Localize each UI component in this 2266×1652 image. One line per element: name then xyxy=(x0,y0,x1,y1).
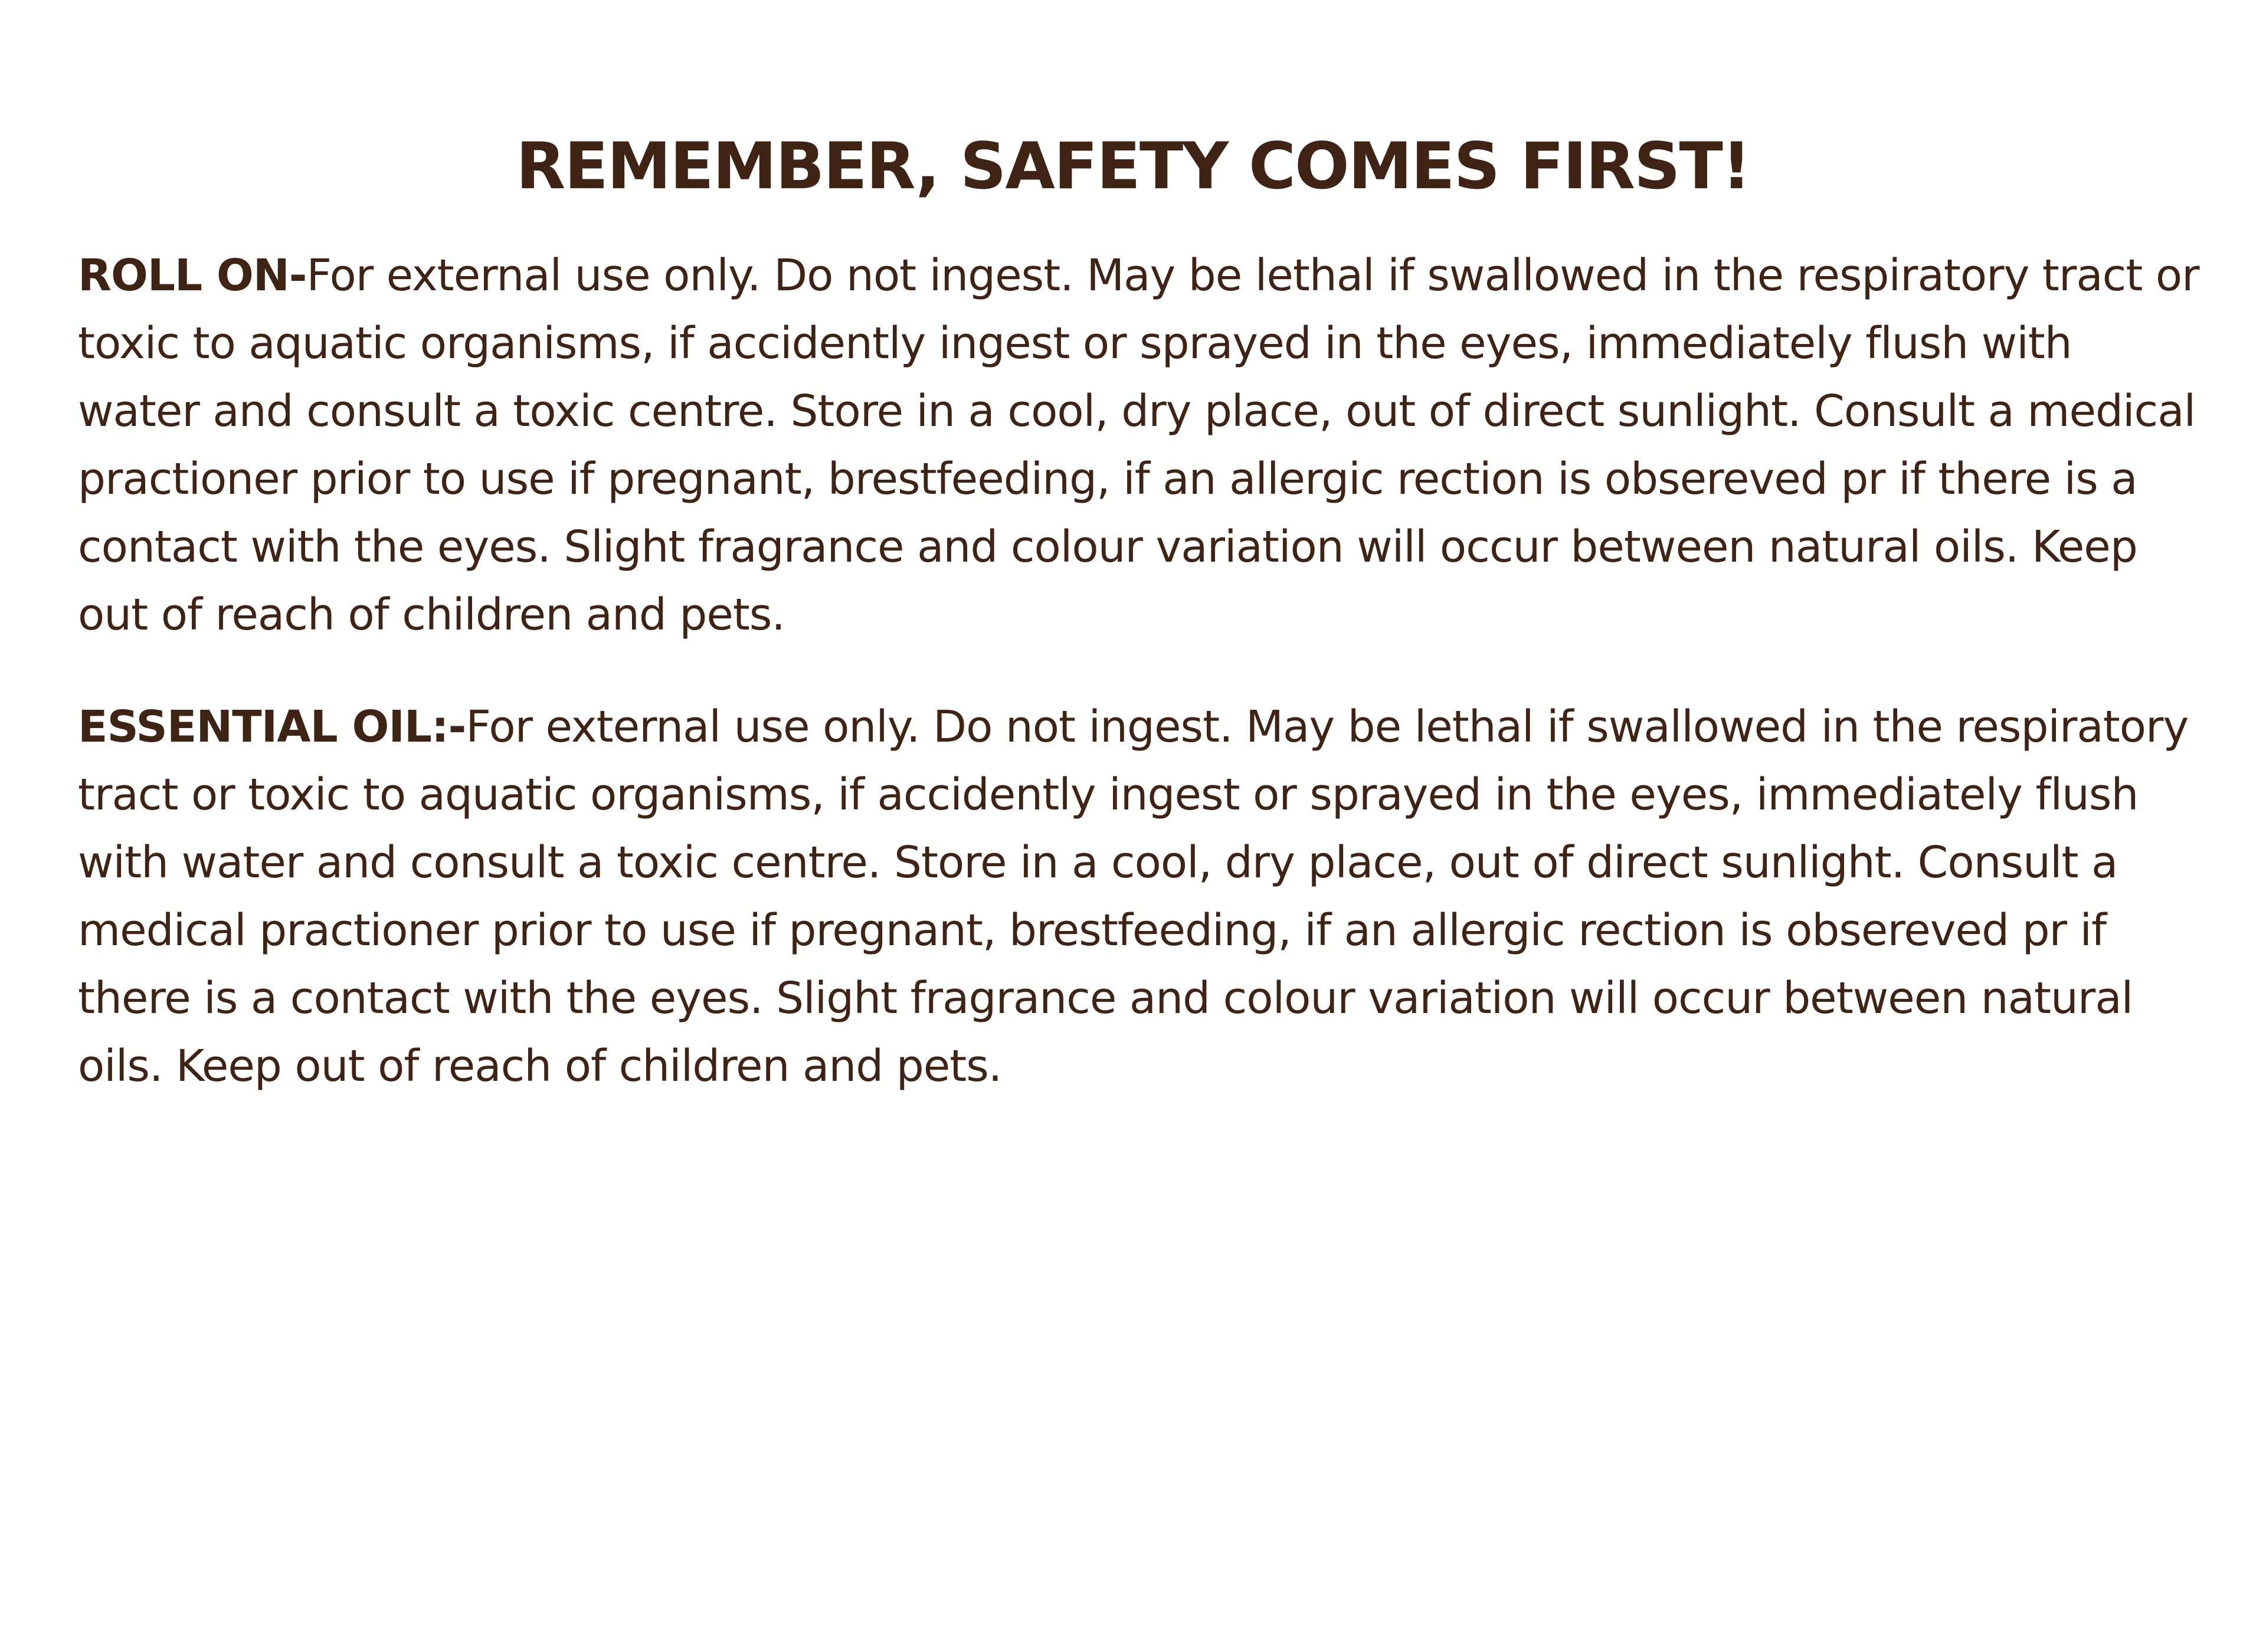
page-title: REMEMBER, SAFETY COMES FIRST! xyxy=(516,129,1750,204)
roll-on-warning xyxy=(78,242,2202,649)
essential-oil-text: For external use only. Do not ingest. May be lethal if swallowed in the respiratory tract or toxic to aquatic organisms, if accidently ingest or sprayed in the eyes, immediately flush with water and consult a toxic centre. Store in a cool, dry place, out of direct sunlight. Consult a medical practioner prior to use if pregnant, brestfeeding, if an allergic rection is obsereved pr if there is a contact with the eyes. Slight fragrance and colour variation will occur between natural oils. Keep out of reach of children and pets. xyxy=(78,702,2189,1092)
roll-on-heading: ROLL ON- xyxy=(78,250,307,301)
essential-oil-heading: ESSENTIAL OIL:- xyxy=(78,702,466,752)
roll-on-text: For external use only. Do not ingest. May be lethal if swallowed in the respiratory tract or toxic to aquatic organisms, if accidently ingest or sprayed in the eyes, immediately flush with water and consult a toxic centre. Store in a cool, dry place, out of direct sunlight. Consult a medical practioner prior to use if pregnant, brestfeeding, if an allergic rection is obsereved pr if there is a contact with the eyes. Slight fragrance and colour variation will occur between natural oils. Keep out of reach of children and pets. xyxy=(78,250,2199,640)
essential-oil-warning xyxy=(78,693,2202,1100)
